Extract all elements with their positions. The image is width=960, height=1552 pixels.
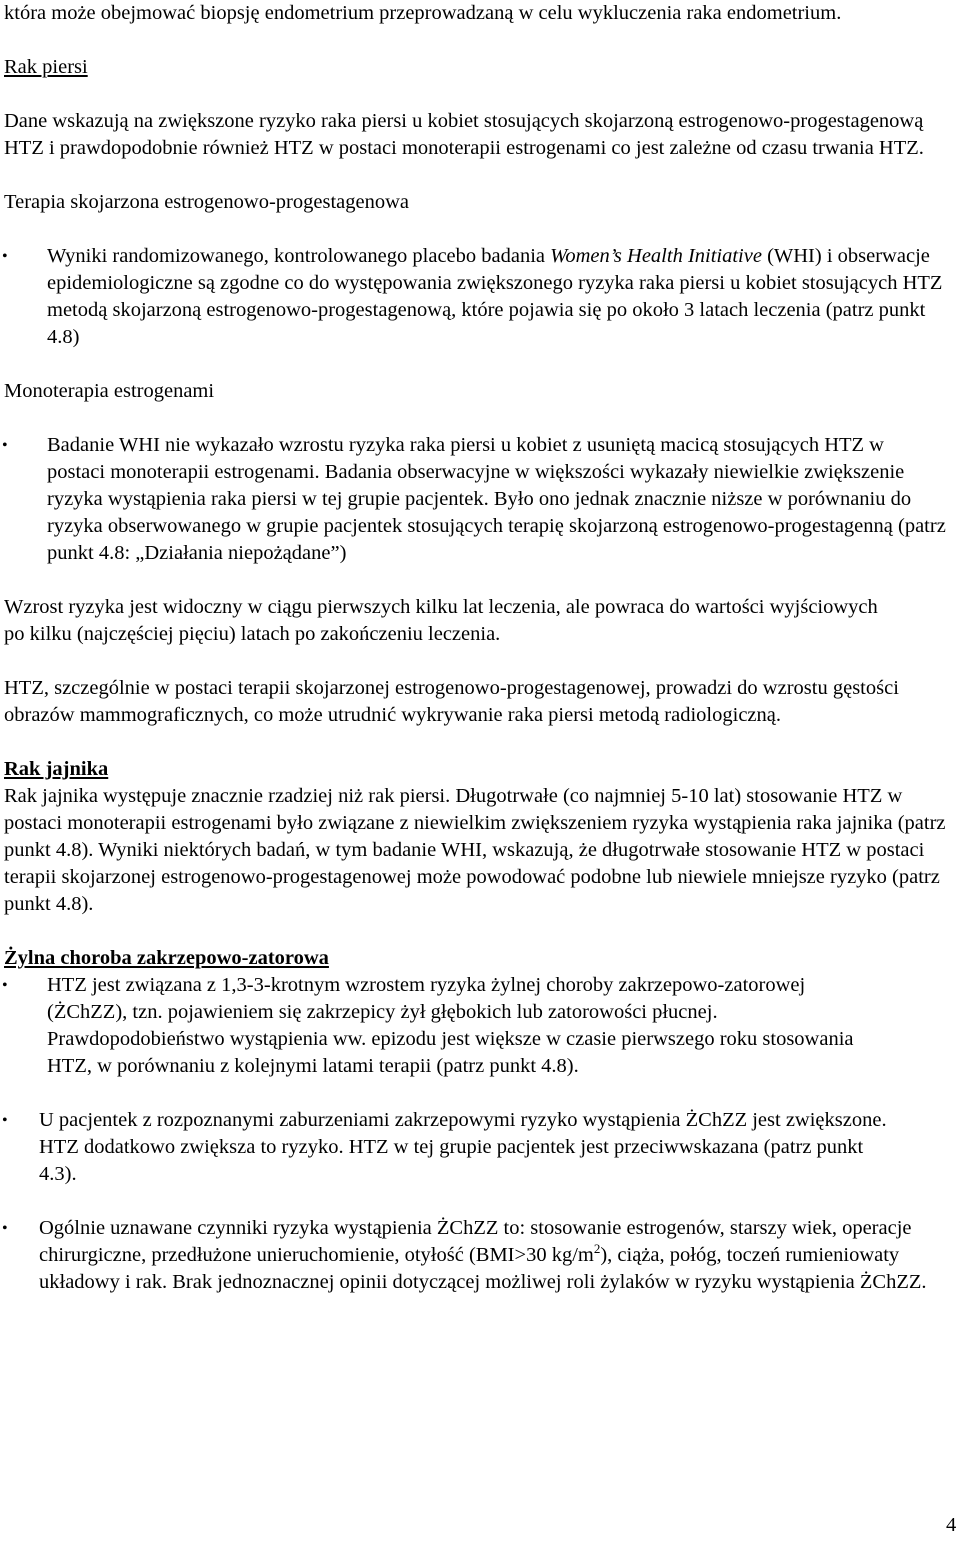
bullet-icon: • bbox=[2, 1112, 8, 1129]
bullet-icon: • bbox=[2, 1220, 8, 1237]
rak-piersi-paragraph-3: HTZ, szczególnie w postaci terapii skojarzonej estrogenowo-progestagenowej, prowadzi do wzrostu gęstości obrazów mammograficznych, co może utrudnić wykrywanie raka piersi metodą radiologiczną. bbox=[4, 677, 899, 726]
bullet-text: U pacjentek z rozpoznanymi zaburzeniami zakrzepowymi ryzyko wystąpienia ŻChZZ jest zwiększone. HTZ dodatkowo zwiększa to ryzyko. HTZ w tej grupie pacjentek jest przeciwwskazana (patrz punkt 4.3). bbox=[39, 1109, 887, 1185]
bullet-item-zchzz-3 bbox=[4, 1215, 954, 1296]
superscript: 2 bbox=[593, 1241, 601, 1257]
heading-rak-piersi: Rak piersi bbox=[4, 56, 88, 78]
bullet-icon: • bbox=[2, 248, 8, 265]
bullet-item-monoterapia bbox=[4, 432, 954, 567]
bullet-item-whi bbox=[4, 243, 954, 351]
rak-piersi-paragraph-2: Wzrost ryzyka jest widoczny w ciągu pierwszych kilku lat leczenia, ale powraca do wartości wyjściowych po kilku (najczęściej pięciu) latach po zakończeniu leczenia. bbox=[4, 596, 878, 645]
bullet-icon: • bbox=[2, 977, 8, 994]
study-name-italic: Women’s Health Initiative bbox=[550, 245, 762, 267]
bullet-text bbox=[47, 243, 959, 351]
page-content bbox=[4, 0, 954, 1296]
continued-text: która może obejmować biopsję endometrium przeprowadzaną w celu wykluczenia raka endometrium. bbox=[4, 2, 842, 24]
bullet-icon: • bbox=[2, 437, 8, 454]
bullet-text-part: Ogólnie uznawane czynniki ryzyka wystąpienia ŻChZZ to: stosowanie estrogenów, starszy wiek, operacje chirurgiczne, przedłużone unieruchomienie, otyłość (BMI>30 kg/m bbox=[39, 1217, 912, 1266]
heading-rak-jajnika: Rak jajnika bbox=[4, 758, 109, 780]
heading-zylna-choroba: Żylna choroba zakrzepowo-zatorowa bbox=[4, 947, 329, 969]
bullet-text-part: Wyniki randomizowanego, kontrolowanego placebo badania bbox=[47, 245, 551, 267]
rak-piersi-paragraph-1: Dane wskazują na zwiększone ryzyko raka piersi u kobiet stosujących skojarzoną estrogenowo-progestagenową HTZ i prawdopodobnie również HTZ w postaci monoterapii estrogenami co jest zależne od czasu trwania HTZ. bbox=[4, 110, 924, 159]
bullet-text: HTZ jest związana z 1,3-3-krotnym wzrostem ryzyka żylnej choroby zakrzepowo-zatorowej (ŻChZZ), tzn. pojawieniem się zakrzepicy żył głębokich lub zatorowości płucnej. Prawdopodobieństwo wystąpienia ww. epizodu jest większe w czasie pierwszego roku stosowania HTZ, w porównaniu z kolejnymi latami terapii (patrz punkt 4.8). bbox=[47, 974, 854, 1077]
bullet-text-part: (WHI) i obserwacje epidemiologiczne są zgodne co do występowania zwiększonego ryzyka raka piersi u kobiet stosujących HTZ metodą skojarzoną estrogenowo-progestagenową, które pojawia się po około 3 latach leczenia (patrz punkt 4.8) bbox=[47, 245, 943, 348]
rak-jajnika-paragraph: Rak jajnika występuje znacznie rzadziej niż rak piersi. Długotrwałe (co najmniej 5-10 lat) stosowanie HTZ w postaci monoterapii estrogenami było związane z niewielkim zwiększeniem ryzyka wystąpienia raka jajnika (patrz punkt 4.8). Wyniki niektórych badań, w tym badanie WHI, wskazują, że długotrwałe stosowanie HTZ w postaci terapii skojarzonej estrogenowo-progestagenowej może powodować podobne lub niewiele mniejsze ryzyko (patrz punkt 4.8). bbox=[4, 785, 946, 915]
subheading-monoterapia: Monoterapia estrogenami bbox=[4, 380, 215, 402]
subheading-terapia-skojarzona: Terapia skojarzona estrogenowo-progestagenowa bbox=[4, 191, 409, 213]
bullet-item-zchzz-2 bbox=[4, 1107, 954, 1188]
bullet-item-zchzz-1 bbox=[4, 972, 954, 1080]
page-number: 4 bbox=[946, 1514, 957, 1536]
bullet-text-part: ), ciąża, połóg, toczeń rumieniowaty układowy i rak. Brak jednoznacznej opinii dotyczącej możliwej roli żylaków w ryzyku wystąpienia ŻChZZ. bbox=[39, 1244, 927, 1293]
bullet-text: Badanie WHI nie wykazało wzrostu ryzyka raka piersi u kobiet z usuniętą macicą stosujących HTZ w postaci monoterapii estrogenami. Badania obserwacyjne w większości wykazały niewielkie zwiększenie ryzyka wystąpienia raka piersi w tej grupie pacjentek. Było ono jednak znacznie niższe w porównaniu do ryzyka obserwowanego w grupie pacjentek stosujących terapię skojarzoną estrogenowo-progestagenną (patrz punkt 4.8: „Działania niepożądane”) bbox=[47, 434, 946, 564]
bullet-text bbox=[39, 1215, 957, 1296]
